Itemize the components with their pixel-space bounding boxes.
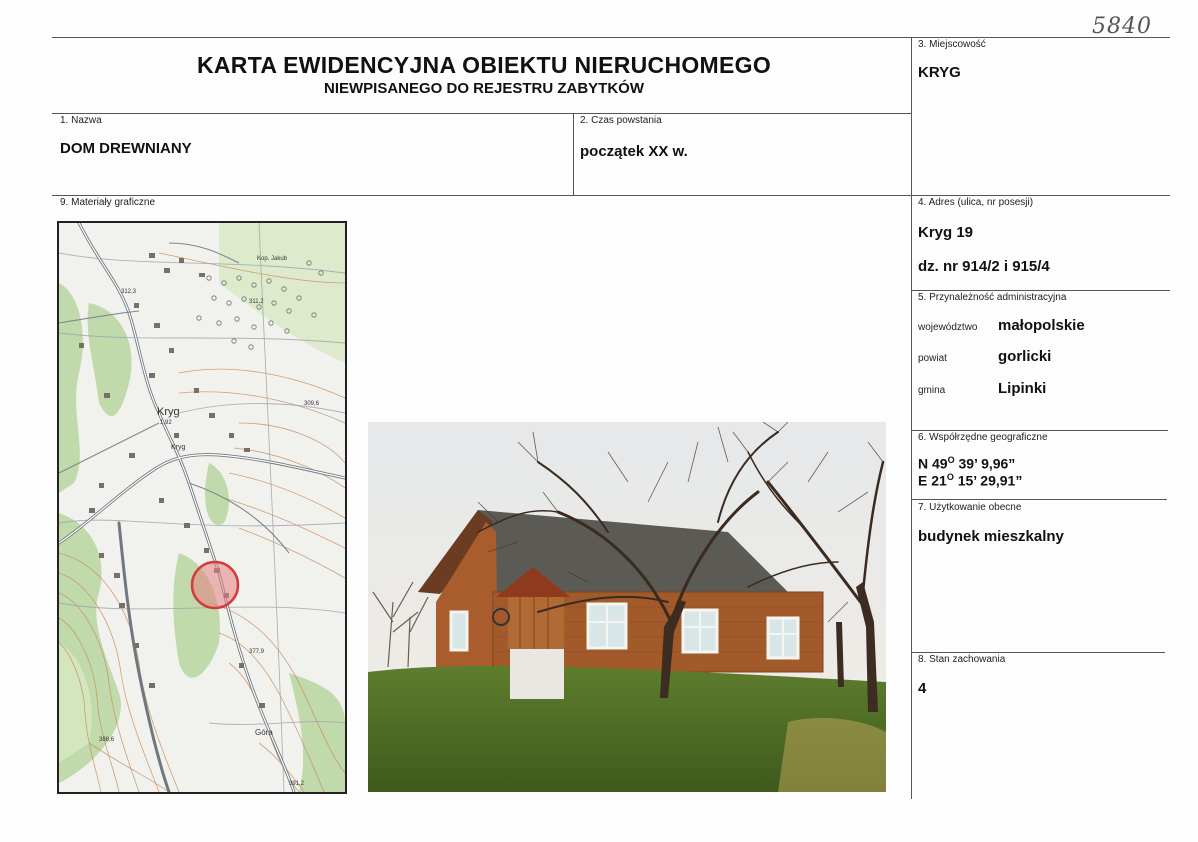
condition-label: 8. Stan zachowania xyxy=(918,654,1006,665)
graphics-label: 9. Materiały graficzne xyxy=(60,197,156,208)
handwritten-number: 5840 xyxy=(1092,14,1152,39)
map-label-height5: 388,6 xyxy=(99,737,115,743)
voivodeship-label: województwo xyxy=(918,322,978,333)
address-value: Kryg 19 xyxy=(918,224,974,241)
document-subtitle: NIEWPISANEGO DO REJESTRU ZABYTKÓW xyxy=(323,80,645,97)
date-value: początek XX w. xyxy=(580,143,688,160)
header-bottom-line xyxy=(52,113,911,114)
row2-bottom-line xyxy=(52,195,1170,196)
house-photograph xyxy=(368,422,886,792)
name-date-divider xyxy=(573,113,574,195)
name-value: DOM DREWNIANY xyxy=(60,140,192,157)
map-label-height1: 312,3 xyxy=(121,289,137,295)
county-label: powiat xyxy=(918,353,947,364)
topographic-map xyxy=(57,221,347,794)
map-label-gora: Góra xyxy=(255,728,273,737)
admin-label: 5. Przynależność administracyjna xyxy=(918,292,1067,303)
coords-label: 6. Współrzędne geograficzne xyxy=(918,432,1048,443)
parcel-value: dz. nr 914/2 i 915/4 xyxy=(918,258,1050,275)
condition-value: 4 xyxy=(918,680,927,697)
locality-label: 3. Miejscowość xyxy=(918,39,986,50)
usage-bottom-line xyxy=(911,652,1165,653)
map-label-place2: Kryg xyxy=(171,444,186,451)
usage-label: 7. Użytkowanie obecne xyxy=(918,502,1022,513)
commune-label: gmina xyxy=(918,385,946,396)
voivodeship-value: małopolskie xyxy=(998,317,1085,334)
longitude-value: E $21^O$ 15’ 29,91” xyxy=(918,472,1023,489)
admin-bottom-line xyxy=(911,430,1168,431)
locality-value: KRYG xyxy=(918,64,961,81)
top-border xyxy=(52,37,1170,38)
date-label: 2. Czas powstania xyxy=(580,115,662,126)
map-label-height6: 391,2 xyxy=(289,781,305,787)
map-label-height2: 311,2 xyxy=(249,299,264,305)
map-label-alt1: 1,92 xyxy=(160,420,172,426)
usage-value: budynek mieszkalny xyxy=(918,528,1064,545)
name-label: 1. Nazwa xyxy=(60,115,102,126)
county-value: gorlicki xyxy=(998,348,1052,365)
map-label-height3: 309,6 xyxy=(304,401,320,407)
map-label-place: Kryg xyxy=(157,406,180,418)
address-bottom-line xyxy=(911,290,1170,291)
right-column-divider xyxy=(911,37,912,799)
address-label: 4. Adres (ulica, nr posesji) xyxy=(918,197,1034,208)
document-title: KARTA EWIDENCYJNA OBIEKTU NIERUCHOMEGO xyxy=(196,52,772,78)
location-marker xyxy=(192,562,238,608)
coords-bottom-line xyxy=(911,499,1167,500)
latitude-value: N $49^O$ 39’ 9,96” xyxy=(918,455,1016,472)
map-label-height4: 377,9 xyxy=(249,649,265,655)
map-label-kop: Kop. Jakub xyxy=(257,256,288,262)
commune-value: Lipinki xyxy=(998,380,1047,397)
